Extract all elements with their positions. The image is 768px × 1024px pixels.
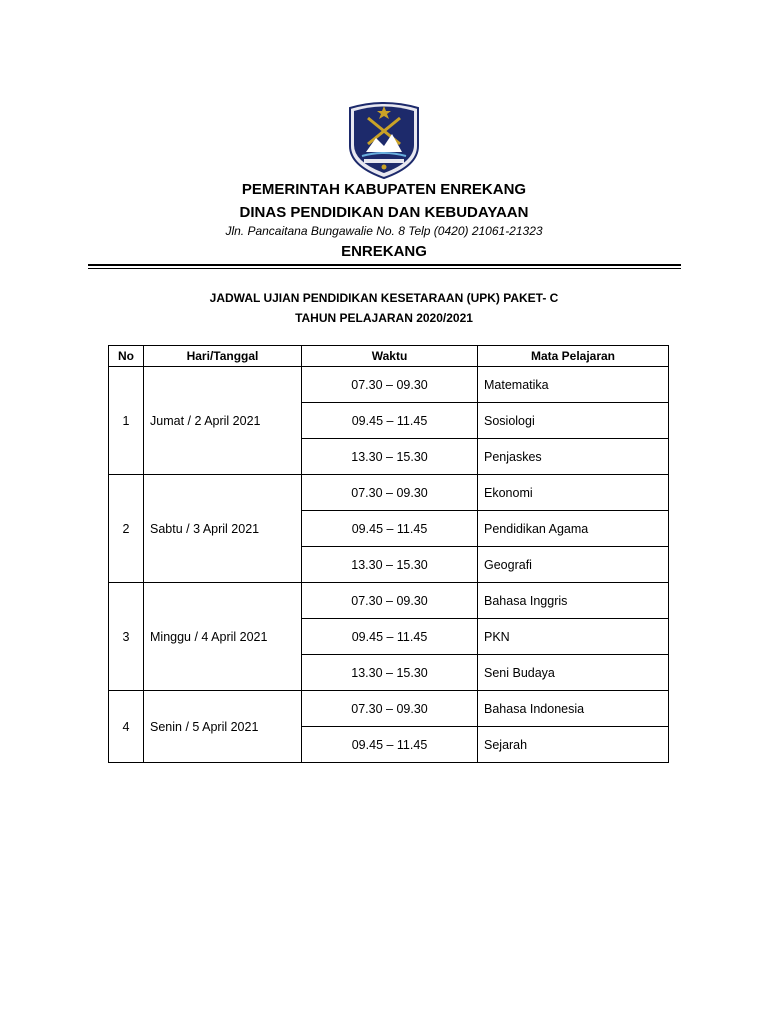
row-subject: Sosiologi [478,403,669,439]
table-row [109,367,669,403]
row-time: 09.45 – 11.45 [302,511,478,547]
row-time: 13.30 – 15.30 [302,547,478,583]
column-header-no: No [109,346,144,367]
row-subject: Geografi [478,547,669,583]
row-time: 13.30 – 15.30 [302,655,478,691]
row-day: Senin / 5 April 2021 [144,691,302,763]
regency-crest-icon [344,100,424,180]
row-subject: Matematika [478,367,669,403]
row-number: 4 [109,691,144,763]
schedule-title: JADWAL UJIAN PENDIDIKAN KESETARAAN (UPK) PAKET- C [209,291,559,305]
row-time: 07.30 – 09.30 [302,475,478,511]
row-subject: Penjaskes [478,439,669,475]
row-time: 09.45 – 11.45 [302,619,478,655]
letterhead-divider-thick [88,264,681,266]
exam-schedule-table [108,345,669,763]
schedule-academic-year: TAHUN PELAJARAN 2020/2021 [295,311,473,325]
row-subject: Bahasa Indonesia [478,691,669,727]
letterhead-government: PEMERINTAH KABUPATEN ENREKANG [241,181,527,198]
row-day: Minggu / 4 April 2021 [144,583,302,691]
table-row [109,475,669,511]
row-subject: Pendidikan Agama [478,511,669,547]
row-time: 09.45 – 11.45 [302,727,478,763]
row-number: 1 [109,367,144,475]
row-number: 2 [109,475,144,583]
row-time: 07.30 – 09.30 [302,583,478,619]
column-header-subject: Mata Pelajaran [478,346,669,367]
table-row [109,691,669,727]
row-time: 07.30 – 09.30 [302,367,478,403]
row-subject: Sejarah [478,727,669,763]
row-subject: Ekonomi [478,475,669,511]
row-time: 07.30 – 09.30 [302,691,478,727]
row-subject: PKN [478,619,669,655]
column-header-time: Waktu [302,346,478,367]
row-subject: Bahasa Inggris [478,583,669,619]
row-time: 09.45 – 11.45 [302,403,478,439]
letterhead-address: Jln. Pancaitana Bungawalie No. 8 Telp (0420) 21061-21323 [225,224,543,238]
row-day: Sabtu / 3 April 2021 [144,475,302,583]
row-number: 3 [109,583,144,691]
letterhead-city: ENREKANG [341,243,427,260]
table-header-row [109,346,669,367]
column-header-day: Hari/Tanggal [144,346,302,367]
letterhead-divider-thin [88,268,681,269]
row-day: Jumat / 2 April 2021 [144,367,302,475]
table-row [109,583,669,619]
row-subject: Seni Budaya [478,655,669,691]
row-time: 13.30 – 15.30 [302,439,478,475]
letterhead-department: DINAS PENDIDIKAN DAN KEBUDAYAAN [239,204,529,221]
